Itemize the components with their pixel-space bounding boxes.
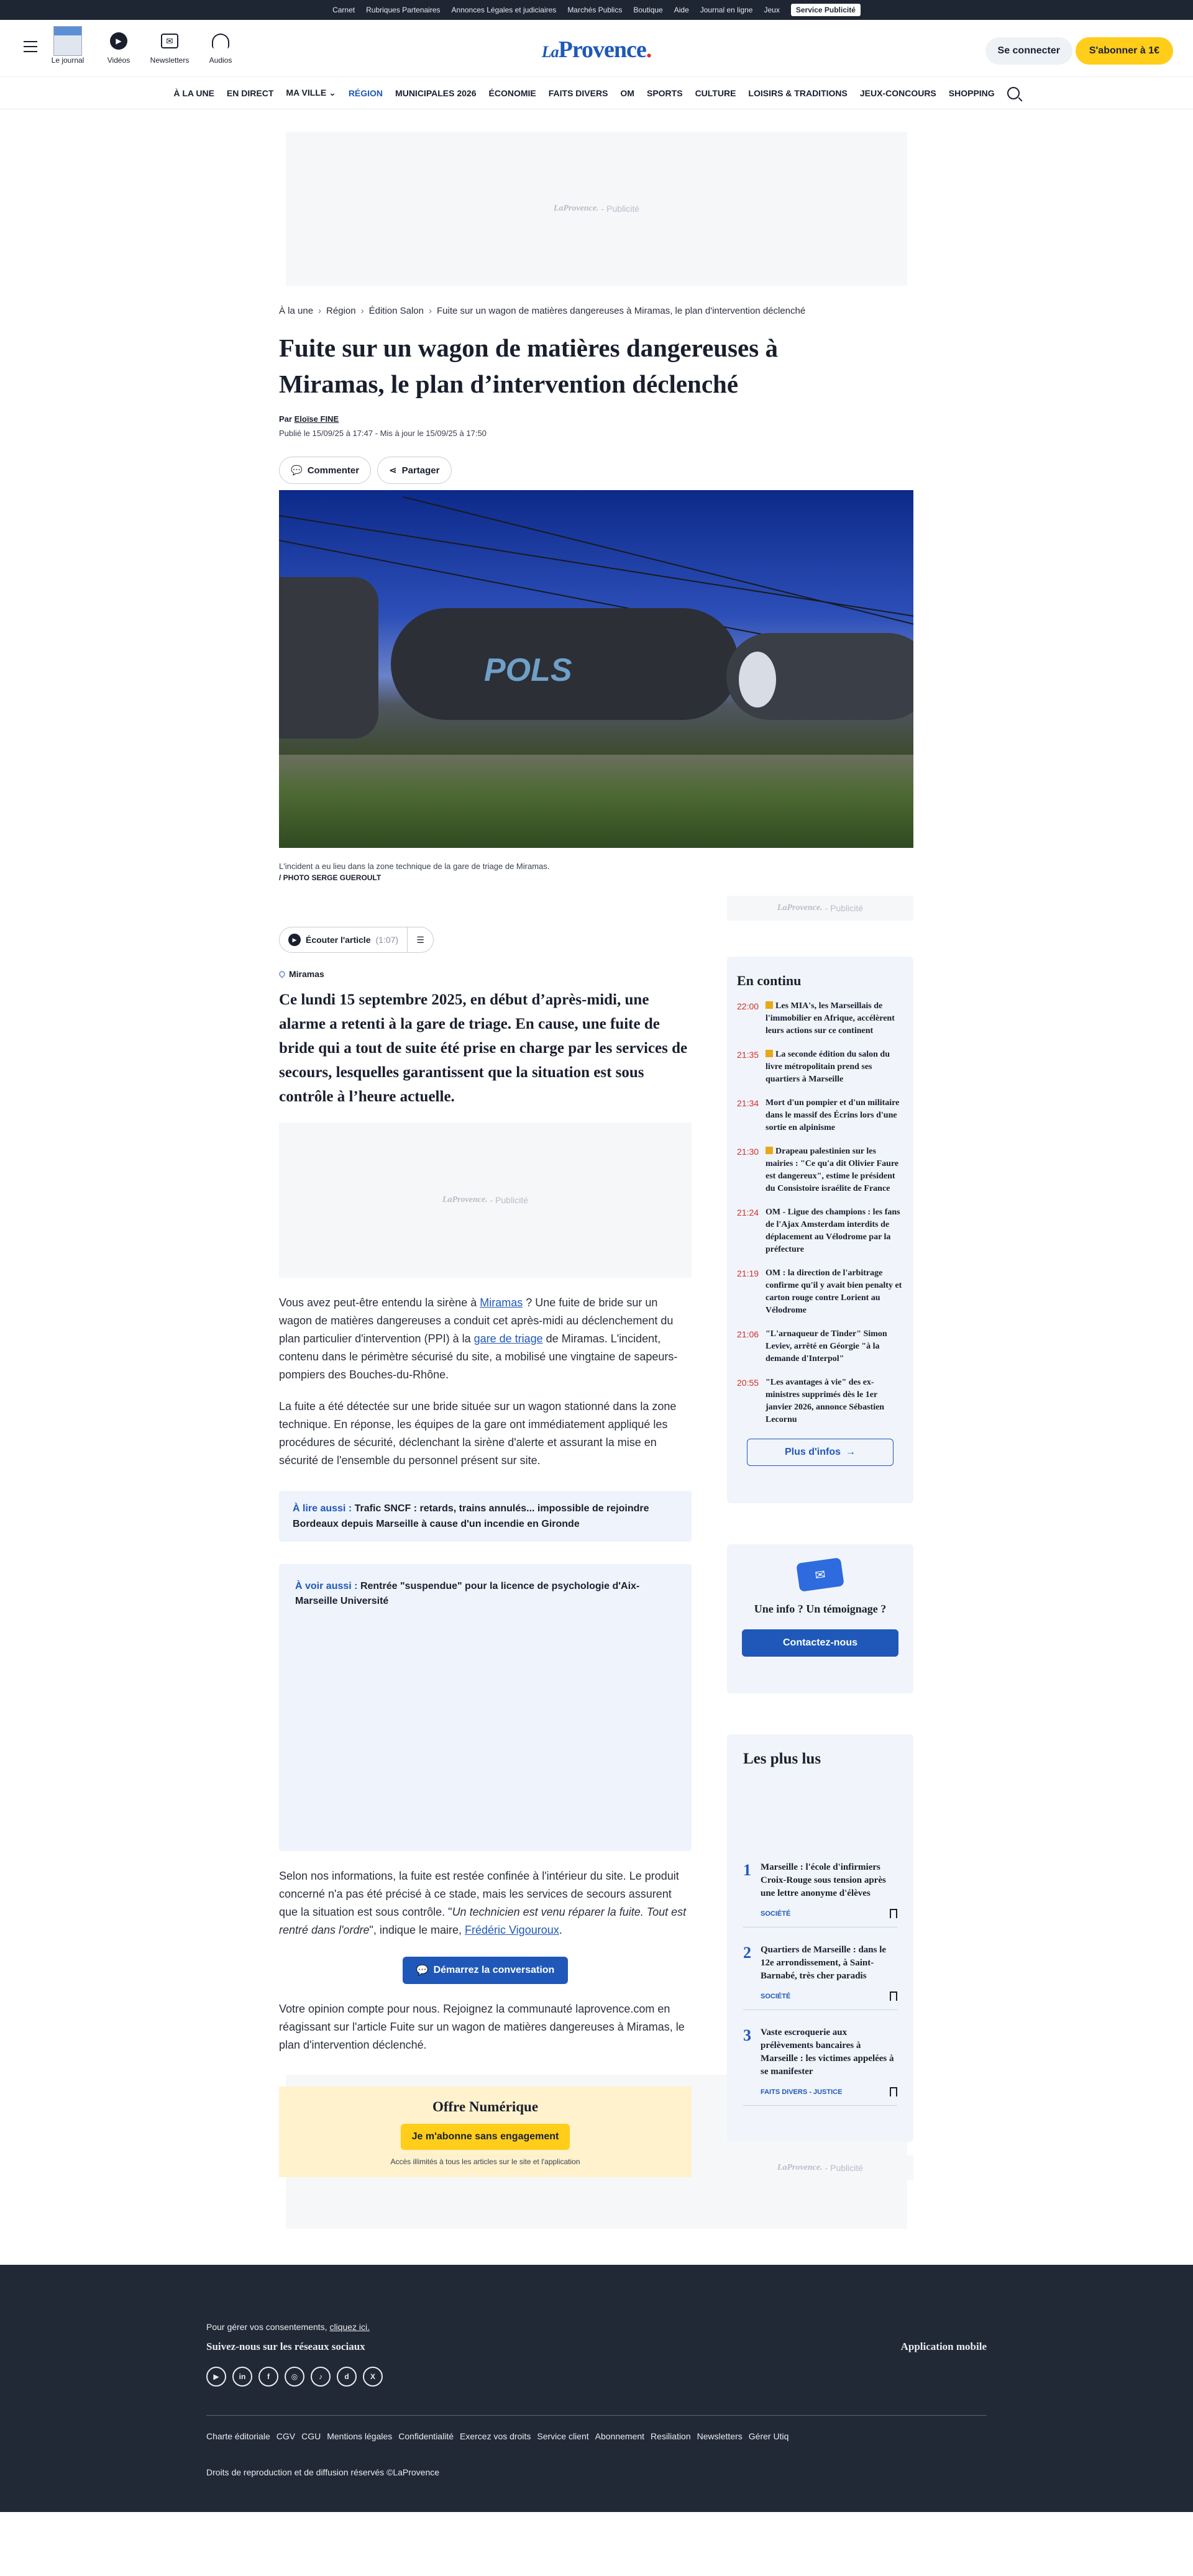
chevron-down-icon: ⌄ xyxy=(329,88,336,98)
footer-link[interactable]: Confidentialité xyxy=(398,2431,454,2441)
live-feed-time: 21:34 xyxy=(737,1098,759,1108)
menu-icon[interactable] xyxy=(24,41,37,56)
ad-sidebar-bottom: LaProvence. - Publicité xyxy=(727,2155,913,2180)
consent-link[interactable]: cliquez ici. xyxy=(329,2322,370,2332)
footer-link[interactable]: CGU xyxy=(301,2431,321,2441)
article-paragraph: La fuite a été détectée sur une bride située sur un wagon stationné dans la zone technique. En réponse, les équipes de la gare ont immédiatement appliqué les procédures de sécurité, déclenchant la sirène d'alerte et assurant la mise en sécurité de l'ensemble du personnel présent sur site. xyxy=(279,1400,677,1467)
login-button[interactable]: Se connecter xyxy=(985,37,1072,65)
most-read-item[interactable] xyxy=(743,2026,897,2106)
most-read-category: FAITS DIVERS - JUSTICE xyxy=(761,2088,843,2096)
share-icon: ⋖ xyxy=(389,465,397,476)
headphones-icon xyxy=(212,34,229,48)
topbar-link[interactable]: Annonces Légales et judiciaires xyxy=(451,6,557,14)
bookmark-icon[interactable] xyxy=(890,2087,897,2096)
most-read-category: SOCIÉTÉ xyxy=(761,1909,791,1918)
ad-banner-top: LaProvence. - Publicité xyxy=(286,132,907,286)
byline: Par Eloïse FINE xyxy=(279,414,339,424)
footer-links xyxy=(206,2431,788,2441)
most-read-text: Marseille : l'école d'infirmiers Croix-Rouge sous tension après une lettre anonyme d'élèves xyxy=(761,1862,886,1898)
quick-link-newsletters[interactable] xyxy=(152,26,188,65)
ad-sidebar: LaProvence. - Publicité xyxy=(727,896,913,921)
chat-icon: 💬 xyxy=(416,1965,429,1976)
utility-bar xyxy=(0,0,1193,20)
footer-link[interactable]: Abonnement xyxy=(595,2431,645,2441)
link-gare-de-triage[interactable]: gare de triage xyxy=(473,1332,543,1345)
nav-item-ma-ville[interactable]: MA VILLE ⌄ xyxy=(286,88,336,98)
nav-item[interactable]: À LA UNE xyxy=(173,88,214,98)
live-feed-item[interactable] xyxy=(737,1206,903,1256)
image-caption: L'incident a eu lieu dans la zone technique de la gare de triage de Miramas. xyxy=(279,862,550,871)
related-article-read[interactable]: À lire aussi : Trafic SNCF : retards, trains annulés... impossible de rejoindre Bordeaux depuis Marseille à cause d'un incendie en Gironde xyxy=(279,1491,692,1542)
most-read-item[interactable] xyxy=(743,1944,897,2010)
most-read-item[interactable] xyxy=(743,1861,897,1927)
live-feed-time: 21:24 xyxy=(737,1208,759,1217)
article-paragraph: Vous avez peut-être entendu la sirène à Miramas ? Une fuite de bride sur un wagon de matières dangereuses a conduit cet après-midi au déclenchement du plan particulier d'intervention (PPI) à la gare de triage de Miramas. L'incident, contenu dans le périmètre sécurisé du site, a mobilisé une vingtaine de sapeurs-pompiers des Bouches-du-Rhône. xyxy=(279,1296,678,1381)
footer-link[interactable]: Service client xyxy=(537,2431,589,2441)
contact-title: Une info ? Un témoignage ? xyxy=(754,1603,887,1615)
live-feed xyxy=(727,957,913,1503)
linkedin-icon[interactable]: in xyxy=(232,2367,252,2387)
footer-link[interactable]: CGV xyxy=(276,2431,296,2441)
article-lede: Ce lundi 15 septembre 2025, en début d’après-midi, une alarme a retenti à la gare de triage. En cause, une fuite de bride qui a tout de suite été prise en charge par les services de secours, lesquelles garantissent que la situation est sous contrôle à l’heure actuelle. xyxy=(279,991,688,1105)
live-feed-text: "L'arnaqueur de Tinder" Simon Leviev, arrêté en Géorgie "à la demande d'Interpol" xyxy=(766,1329,887,1363)
image-credit: / PHOTO SERGE GUEROULT xyxy=(279,873,382,882)
link-miramas[interactable]: Miramas xyxy=(480,1296,523,1309)
nav-item[interactable]: CULTURE xyxy=(695,88,736,98)
message-icon: ✉ xyxy=(796,1557,844,1592)
quick-link-label: Newsletters xyxy=(150,56,190,65)
listen-button[interactable]: ▶ Écouter l'article (1:07) xyxy=(279,927,408,953)
offer-subscribe-button[interactable]: Je m'abonne sans engagement xyxy=(401,2124,570,2150)
article-actions xyxy=(279,457,1193,484)
nav-item[interactable]: JEUX-CONCOURS xyxy=(859,88,936,98)
bookmark-icon[interactable] xyxy=(890,1909,897,1918)
offer-title: Offre Numérique xyxy=(432,2099,539,2114)
breadcrumb-current: Fuite sur un wagon de matières dangereuses à Miramas, le plan d'intervention déclenché xyxy=(437,306,806,316)
topbar-link[interactable]: Aide xyxy=(674,6,689,14)
footer-link[interactable]: Resiliation xyxy=(651,2431,691,2441)
nav-item[interactable]: OM xyxy=(620,88,634,98)
live-feed-item[interactable] xyxy=(737,1049,903,1086)
most-read-title: Les plus lus xyxy=(743,1750,821,1767)
more-info-button[interactable]: Plus d'infos → xyxy=(747,1439,894,1466)
audio-player xyxy=(279,927,692,953)
instagram-icon[interactable]: ◎ xyxy=(285,2367,304,2387)
live-feed-time: 22:00 xyxy=(737,1001,759,1011)
live-feed-text: Les MIA's, les Marseillais de l'immobilier en Afrique, accélèrent leurs actions sur ce continent xyxy=(766,1001,895,1035)
nav-item[interactable]: FAITS DIVERS xyxy=(548,88,608,98)
live-feed-text: OM - Ligue des champions : les fans de l'Ajax Amsterdam interdits de déplacement au Vélodrome par la préfecture xyxy=(766,1208,900,1254)
nav-item[interactable]: LOISIRS & TRADITIONS xyxy=(748,88,848,98)
breadcrumb-item[interactable]: Région xyxy=(326,306,356,316)
premium-icon xyxy=(766,1001,773,1009)
live-feed-text: OM : la direction de l'arbitrage confirme qu'il y avait bien penalty et carton rouge contre Lorient au Vélodrome xyxy=(766,1268,902,1315)
quick-link-label: Le journal xyxy=(51,56,85,65)
comment-icon: 💬 xyxy=(291,465,303,476)
live-feed-time: 21:30 xyxy=(737,1147,759,1157)
live-feed-time: 21:06 xyxy=(737,1329,759,1339)
playlist-icon[interactable]: ☰ xyxy=(408,927,434,953)
youtube-icon[interactable]: ▶ xyxy=(206,2367,226,2387)
social-links xyxy=(206,2367,383,2387)
app-title: Application mobile xyxy=(900,2341,987,2352)
location-tag[interactable]: Miramas xyxy=(279,969,692,979)
copyright: Droits de reproduction et de diffusion réservés ©LaProvence xyxy=(206,2467,440,2477)
digital-offer xyxy=(279,2087,692,2177)
footer-link[interactable]: Charte éditoriale xyxy=(206,2431,270,2441)
pin-icon xyxy=(278,970,286,978)
publish-dates: Publié le 15/09/25 à 17:47 - Mis à jour le 15/09/25 à 17:50 xyxy=(279,429,487,438)
site-header xyxy=(0,20,1193,77)
breadcrumb-item[interactable]: Édition Salon xyxy=(368,306,424,316)
hero-image xyxy=(279,490,913,848)
article-paragraph: Selon nos informations, la fuite est restée confinée à l'intérieur du site. Le produit concerné n'a pas été précisé à ce stade, mais les services de secours assurent que la situation est sous contrôle. "Un technicien est venu réparer la fuite. Tout est rentré dans l'ordre", indique le maire, Frédéric Vigouroux. xyxy=(279,1870,687,1936)
subscribe-button[interactable]: S'abonner à 1€ xyxy=(1076,37,1173,65)
quick-links xyxy=(50,26,239,65)
contact-box xyxy=(727,1544,913,1693)
quick-link-videos[interactable] xyxy=(101,26,137,65)
ad-inline: LaProvence. - Publicité xyxy=(279,1122,692,1278)
article-paragraph: Votre opinion compte pour nous. Rejoignez la communauté laprovence.com en réagissant sur l'article Fuite sur un wagon de matières dangereuses à Miramas, le plan d'intervention déclenché. xyxy=(279,2003,685,2051)
quick-link-label: Audios xyxy=(209,56,232,65)
nav-item-active[interactable]: RÉGION xyxy=(348,88,383,98)
topbar-link[interactable]: Carnet xyxy=(332,6,355,14)
content-columns xyxy=(0,882,1193,2173)
most-read-rank: 3 xyxy=(743,2026,751,2044)
topbar-link[interactable]: Jeux xyxy=(764,6,780,14)
topbar-link[interactable]: Marchés Publics xyxy=(567,6,623,14)
live-feed-item[interactable] xyxy=(737,1267,903,1317)
nav-item[interactable]: MUNICIPALES 2026 xyxy=(395,88,477,98)
live-feed-text: Drapeau palestinien sur les mairies : "Ce qu'a dit Olivier Faure est dangereux", estime le président du Consistoire israélite de France xyxy=(766,1147,899,1193)
quick-link-journal[interactable] xyxy=(50,26,86,65)
x-icon[interactable]: X xyxy=(363,2367,383,2387)
related-video[interactable]: À voir aussi : Rentrée "suspendue" pour la licence de psychologie d'Aix-Marseille Université xyxy=(279,1564,692,1851)
quick-link-audios[interactable] xyxy=(203,26,239,65)
most-read xyxy=(727,1734,913,2142)
nav-item[interactable]: SPORTS xyxy=(646,88,683,98)
site-footer xyxy=(0,2265,1193,2512)
premium-icon xyxy=(766,1050,773,1057)
premium-icon xyxy=(766,1147,773,1154)
breadcrumb-item[interactable]: À la une xyxy=(279,306,314,316)
facebook-icon[interactable]: f xyxy=(258,2367,278,2387)
live-feed-item[interactable] xyxy=(737,1145,903,1195)
site-logo[interactable]: LaProvence. xyxy=(541,37,652,63)
article-body xyxy=(279,882,692,2177)
hero-graffiti: POLS xyxy=(484,652,572,688)
breadcrumb: À la une › Région › Édition Salon › Fuite sur un wagon de matières dangereuses à Miramas, le plan d'intervention déclenché xyxy=(279,306,806,316)
most-read-rank: 2 xyxy=(743,1944,751,1962)
live-feed-time: 21:35 xyxy=(737,1050,759,1060)
nav-item[interactable]: EN DIRECT xyxy=(226,88,274,98)
play-icon: ▶ xyxy=(288,934,301,946)
newspaper-icon xyxy=(53,26,82,56)
footer-link[interactable]: Newsletters xyxy=(697,2431,743,2441)
sidebar xyxy=(727,882,913,2180)
topbar-link[interactable]: Rubriques Partenaires xyxy=(366,6,441,14)
bookmark-icon[interactable] xyxy=(890,1991,897,2001)
service-publicite-link[interactable]: Service Publicité xyxy=(791,4,861,16)
live-feed-text: Mort d'un pompier et d'un militaire dans le massif des Écrins lors d'une sortie en alpinisme xyxy=(766,1098,900,1132)
nav-item[interactable]: ÉCONOMIE xyxy=(488,88,536,98)
footer-link[interactable]: Gérer Utiq xyxy=(748,2431,789,2441)
share-button[interactable]: ⋖ Partager xyxy=(377,457,451,484)
most-read-rank: 1 xyxy=(743,1861,751,1879)
author-link[interactable]: Eloïse FINE xyxy=(294,414,339,424)
play-icon: ▶ xyxy=(110,32,127,50)
quick-link-label: Vidéos xyxy=(107,56,130,65)
search-icon[interactable] xyxy=(1007,87,1020,99)
live-feed-item[interactable] xyxy=(737,1000,903,1037)
mail-icon: ✉ xyxy=(161,34,178,48)
tiktok-icon[interactable]: ♪ xyxy=(311,2367,331,2387)
comment-button[interactable]: 💬 Commenter xyxy=(279,457,371,484)
live-feed-item[interactable] xyxy=(737,1328,903,1365)
most-read-text: Vaste escroquerie aux prélèvements bancaires à Marseille : les victimes appelées à se manifester xyxy=(761,2028,894,2077)
topbar-link[interactable]: Boutique xyxy=(633,6,663,14)
dailymotion-icon[interactable]: d xyxy=(337,2367,357,2387)
page-title: Fuite sur un wagon de matières dangereuses à Miramas, le plan d’intervention déclenché xyxy=(279,334,778,398)
start-conversation-button[interactable]: 💬 Démarrez la conversation xyxy=(403,1957,568,1984)
live-feed-time: 20:55 xyxy=(737,1378,759,1388)
topbar-link[interactable]: Journal en ligne xyxy=(700,6,753,14)
most-read-category: SOCIÉTÉ xyxy=(761,1992,791,2000)
footer-link[interactable]: Exercez vos droits xyxy=(460,2431,531,2441)
nav-item[interactable]: SHOPPING xyxy=(948,88,995,98)
main-nav xyxy=(0,77,1193,109)
most-read-text: Quartiers de Marseille : dans le 12e arrondissement, à Saint-Barnabé, très cher paradis xyxy=(761,1945,887,1981)
live-feed-time: 21:19 xyxy=(737,1268,759,1278)
live-feed-title: En continu xyxy=(737,973,802,988)
live-feed-item[interactable] xyxy=(737,1377,903,1426)
offer-subtitle: Accès illimités à tous les articles sur le site et l'application xyxy=(390,2157,580,2166)
footer-link[interactable]: Mentions légales xyxy=(327,2431,393,2441)
live-feed-item[interactable] xyxy=(737,1097,903,1134)
live-feed-text: "Les avantages à vie" des ex-ministres supprimés dès le 1er janvier 2026, annonce Sébastien Lecornu xyxy=(766,1378,885,1424)
consent-text: Pour gérer vos consentements, cliquez ici. xyxy=(206,2322,370,2332)
link-frederic-vigouroux[interactable]: Frédéric Vigouroux xyxy=(464,1924,559,1936)
contact-button[interactable]: Contactez-nous xyxy=(742,1629,898,1657)
live-feed-text: La seconde édition du salon du livre métropolitain prend ses quartiers à Marseille xyxy=(766,1050,890,1084)
social-title: Suivez-nous sur les réseaux sociaux xyxy=(206,2341,365,2352)
arrow-right-icon: → xyxy=(846,1447,856,1457)
